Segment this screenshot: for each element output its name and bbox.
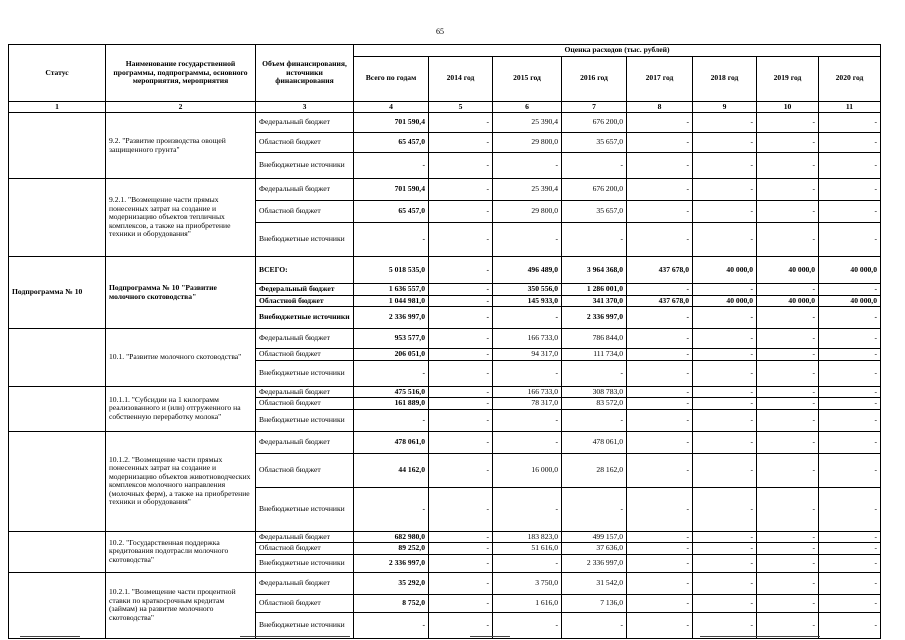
year-value-cell: - <box>757 531 819 543</box>
total-cell: - <box>354 612 429 638</box>
year-value-cell: - <box>693 284 757 296</box>
budget-table <box>8 44 881 639</box>
year-value-cell: - <box>693 349 757 361</box>
year-value-cell: 29 800,0 <box>493 201 562 223</box>
total-cell: - <box>354 409 429 431</box>
page-number: 65 <box>436 27 444 36</box>
year-value-cell: - <box>693 409 757 431</box>
year-value-cell: - <box>493 431 562 453</box>
year-value-cell: - <box>757 179 819 201</box>
funding-source-cell: Внебюджетные источники <box>256 612 354 638</box>
year-value-cell: - <box>429 349 493 361</box>
year-value-cell: 40 000,0 <box>693 257 757 284</box>
funding-source-cell: Областной бюджет <box>256 398 354 410</box>
header-total: Всего по годам <box>354 56 429 101</box>
year-value-cell: 31 542,0 <box>562 572 627 594</box>
header-row-top <box>9 45 881 57</box>
year-value-cell: - <box>693 386 757 398</box>
table-row <box>9 179 881 201</box>
year-value-cell: - <box>819 133 881 153</box>
year-value-cell: 40 000,0 <box>693 295 757 307</box>
column-number: 10 <box>757 101 819 113</box>
total-cell: 953 577,0 <box>354 329 429 349</box>
year-value-cell: - <box>627 453 693 487</box>
year-value-cell: - <box>627 284 693 296</box>
year-value-cell: 499 157,0 <box>562 531 627 543</box>
total-cell: 1 636 557,0 <box>354 284 429 296</box>
funding-source-cell: ВСЕГО: <box>256 257 354 284</box>
year-value-cell: - <box>819 223 881 257</box>
status-cell <box>9 531 106 572</box>
total-cell: 65 457,0 <box>354 201 429 223</box>
header-estimate: Оценка расходов (тыс. рублей) <box>354 45 881 57</box>
year-value-cell: 676 200,0 <box>562 179 627 201</box>
funding-source-cell: Федеральный бюджет <box>256 179 354 201</box>
status-cell <box>9 329 106 387</box>
year-value-cell: - <box>757 329 819 349</box>
header-volume: Объем финансирования, источники финансирования <box>256 45 354 102</box>
year-value-cell: - <box>429 113 493 133</box>
year-value-cell: - <box>819 409 881 431</box>
column-number: 11 <box>819 101 881 113</box>
year-value-cell: - <box>693 487 757 531</box>
year-value-cell: 2 336 997,0 <box>562 554 627 572</box>
total-cell: 89 252,0 <box>354 543 429 555</box>
year-value-cell: - <box>627 531 693 543</box>
measure-name-cell: Подпрограмма № 10 "Развитие молочного скотоводства" <box>106 257 256 329</box>
year-value-cell: - <box>493 612 562 638</box>
funding-source-cell: Областной бюджет <box>256 594 354 612</box>
year-value-cell: - <box>429 554 493 572</box>
year-value-cell: - <box>819 349 881 361</box>
year-value-cell: 29 800,0 <box>493 133 562 153</box>
year-value-cell: 40 000,0 <box>757 295 819 307</box>
year-value-cell: - <box>819 487 881 531</box>
table-row <box>9 572 881 594</box>
year-value-cell: - <box>562 612 627 638</box>
year-value-cell: 51 616,0 <box>493 543 562 555</box>
year-value-cell: - <box>627 398 693 410</box>
year-value-cell: 478 061,0 <box>562 431 627 453</box>
year-value-cell: 3 964 368,0 <box>562 257 627 284</box>
status-cell <box>9 431 106 531</box>
year-value-cell: - <box>429 179 493 201</box>
year-value-cell: - <box>757 113 819 133</box>
funding-source-cell: Федеральный бюджет <box>256 113 354 133</box>
header-year: 2019 год <box>757 56 819 101</box>
column-number: 5 <box>429 101 493 113</box>
year-value-cell: - <box>819 531 881 543</box>
year-value-cell: - <box>757 398 819 410</box>
year-value-cell: 308 783,0 <box>562 386 627 398</box>
year-value-cell: - <box>627 133 693 153</box>
measure-name-cell: 10.2.1. "Возмещение части процентной ставки по краткосрочным кредитам (займам) на развитие молочного скотоводства" <box>106 572 256 638</box>
status-cell <box>9 179 106 257</box>
year-value-cell: - <box>757 360 819 386</box>
year-value-cell: - <box>627 386 693 398</box>
year-value-cell: - <box>757 386 819 398</box>
total-cell: 2 336 997,0 <box>354 307 429 329</box>
year-value-cell: - <box>693 113 757 133</box>
year-value-cell: - <box>627 179 693 201</box>
year-value-cell: - <box>757 201 819 223</box>
total-cell: 206 051,0 <box>354 349 429 361</box>
year-value-cell: - <box>429 487 493 531</box>
year-value-cell: - <box>627 572 693 594</box>
header-year: 2016 год <box>562 56 627 101</box>
funding-source-cell: Областной бюджет <box>256 349 354 361</box>
year-value-cell: 40 000,0 <box>819 295 881 307</box>
year-value-cell: - <box>819 113 881 133</box>
year-value-cell: - <box>562 487 627 531</box>
year-value-cell: - <box>627 113 693 133</box>
year-value-cell: - <box>819 594 881 612</box>
year-value-cell: 496 489,0 <box>493 257 562 284</box>
year-value-cell: - <box>693 307 757 329</box>
year-value-cell: - <box>693 531 757 543</box>
year-value-cell: - <box>819 201 881 223</box>
year-value-cell: 25 390,4 <box>493 179 562 201</box>
year-value-cell: 40 000,0 <box>757 257 819 284</box>
year-value-cell: - <box>429 398 493 410</box>
year-value-cell: - <box>493 307 562 329</box>
funding-source-cell: Областной бюджет <box>256 133 354 153</box>
column-numbers-row <box>9 101 881 113</box>
year-value-cell: - <box>819 360 881 386</box>
year-value-cell: 437 678,0 <box>627 295 693 307</box>
column-number: 2 <box>106 101 256 113</box>
total-cell: 1 044 981,0 <box>354 295 429 307</box>
year-value-cell: 78 317,0 <box>493 398 562 410</box>
total-cell: 5 018 535,0 <box>354 257 429 284</box>
funding-source-cell: Внебюджетные источники <box>256 360 354 386</box>
header-year: 2017 год <box>627 56 693 101</box>
funding-source-cell: Федеральный бюджет <box>256 329 354 349</box>
year-value-cell: - <box>493 360 562 386</box>
year-value-cell: - <box>493 487 562 531</box>
header-year: 2014 год <box>429 56 493 101</box>
year-value-cell: 341 370,0 <box>562 295 627 307</box>
year-value-cell: - <box>429 409 493 431</box>
year-value-cell: - <box>757 453 819 487</box>
year-value-cell: - <box>429 453 493 487</box>
total-cell: 44 162,0 <box>354 453 429 487</box>
year-value-cell: - <box>693 201 757 223</box>
measure-name-cell: 9.2.1. "Возмещение части прямых понесенных затрат на создание и модернизацию объектов тепличных комплексов, а также на приобретение техники и оборудования" <box>106 179 256 257</box>
year-value-cell: 83 572,0 <box>562 398 627 410</box>
year-value-cell: - <box>819 284 881 296</box>
column-number: 6 <box>493 101 562 113</box>
year-value-cell: - <box>693 431 757 453</box>
year-value-cell: 25 390,4 <box>493 113 562 133</box>
measure-name-cell: 10.1.1. "Субсидии на 1 килограмм реализованного и (или) отгруженного на собственную переработку молока" <box>106 386 256 431</box>
total-cell: 8 752,0 <box>354 594 429 612</box>
year-value-cell: - <box>757 349 819 361</box>
funding-source-cell: Внебюджетные источники <box>256 409 354 431</box>
year-value-cell: 786 844,0 <box>562 329 627 349</box>
year-value-cell: - <box>627 360 693 386</box>
header-status: Статус <box>9 45 106 102</box>
year-value-cell: - <box>693 612 757 638</box>
scan-bottom-edge <box>0 634 905 640</box>
funding-source-cell: Внебюджетные источники <box>256 223 354 257</box>
year-value-cell: 145 933,0 <box>493 295 562 307</box>
total-cell: - <box>354 223 429 257</box>
year-value-cell: - <box>429 257 493 284</box>
header-year: 2018 год <box>693 56 757 101</box>
status-cell <box>9 113 106 179</box>
year-value-cell: - <box>627 349 693 361</box>
year-value-cell: - <box>429 284 493 296</box>
year-value-cell: - <box>429 329 493 349</box>
year-value-cell: 35 657,0 <box>562 201 627 223</box>
year-value-cell: - <box>819 179 881 201</box>
year-value-cell: - <box>757 409 819 431</box>
year-value-cell: - <box>429 386 493 398</box>
column-number: 7 <box>562 101 627 113</box>
year-value-cell: - <box>819 572 881 594</box>
header-year: 2020 год <box>819 56 881 101</box>
total-cell: 701 590,4 <box>354 113 429 133</box>
year-value-cell: - <box>757 223 819 257</box>
funding-source-cell: Федеральный бюджет <box>256 572 354 594</box>
total-cell: 475 516,0 <box>354 386 429 398</box>
year-value-cell: - <box>757 543 819 555</box>
total-cell: 478 061,0 <box>354 431 429 453</box>
year-value-cell: - <box>429 360 493 386</box>
year-value-cell: - <box>429 201 493 223</box>
year-value-cell: - <box>819 329 881 349</box>
year-value-cell: - <box>429 543 493 555</box>
total-cell: - <box>354 487 429 531</box>
year-value-cell: - <box>429 572 493 594</box>
year-value-cell: 1 286 001,0 <box>562 284 627 296</box>
column-number: 4 <box>354 101 429 113</box>
table-row <box>9 386 881 398</box>
column-number: 9 <box>693 101 757 113</box>
funding-source-cell: Областной бюджет <box>256 295 354 307</box>
year-value-cell: 166 733,0 <box>493 386 562 398</box>
header-name: Наименование государственной программы, подпрограммы, основного мероприятия, мероприятия <box>106 45 256 102</box>
year-value-cell: - <box>693 179 757 201</box>
header-year: 2015 год <box>493 56 562 101</box>
status-cell <box>9 386 106 431</box>
year-value-cell: 7 136,0 <box>562 594 627 612</box>
table-row <box>9 113 881 133</box>
year-value-cell: - <box>627 153 693 179</box>
year-value-cell: - <box>819 431 881 453</box>
year-value-cell: - <box>429 153 493 179</box>
year-value-cell: - <box>819 386 881 398</box>
year-value-cell: 166 733,0 <box>493 329 562 349</box>
funding-source-cell: Областной бюджет <box>256 453 354 487</box>
measure-name-cell: 10.1. "Развитие молочного скотоводства" <box>106 329 256 387</box>
year-value-cell: - <box>819 554 881 572</box>
year-value-cell: - <box>429 431 493 453</box>
year-value-cell: - <box>819 153 881 179</box>
year-value-cell: - <box>429 612 493 638</box>
total-cell: 65 457,0 <box>354 133 429 153</box>
year-value-cell: - <box>693 453 757 487</box>
total-cell: 161 889,0 <box>354 398 429 410</box>
funding-source-cell: Федеральный бюджет <box>256 284 354 296</box>
funding-source-cell: Федеральный бюджет <box>256 386 354 398</box>
year-value-cell: - <box>627 307 693 329</box>
year-value-cell: - <box>819 453 881 487</box>
status-cell: Подпрограмма № 10 <box>9 257 106 329</box>
year-value-cell: - <box>757 572 819 594</box>
year-value-cell: - <box>693 153 757 179</box>
year-value-cell: - <box>493 554 562 572</box>
total-cell: - <box>354 153 429 179</box>
year-value-cell: - <box>493 153 562 179</box>
year-value-cell: - <box>429 307 493 329</box>
year-value-cell: - <box>757 554 819 572</box>
measure-name-cell: 10.2. "Государственная поддержка кредитования подотрасли молочного скотоводства" <box>106 531 256 572</box>
year-value-cell: 183 823,0 <box>493 531 562 543</box>
year-value-cell: - <box>429 223 493 257</box>
year-value-cell: - <box>819 543 881 555</box>
year-value-cell: - <box>693 554 757 572</box>
year-value-cell: 350 556,0 <box>493 284 562 296</box>
year-value-cell: - <box>493 223 562 257</box>
year-value-cell: - <box>562 360 627 386</box>
year-value-cell: - <box>693 572 757 594</box>
year-value-cell: 3 750,0 <box>493 572 562 594</box>
year-value-cell: 37 636,0 <box>562 543 627 555</box>
year-value-cell: 1 616,0 <box>493 594 562 612</box>
year-value-cell: - <box>757 133 819 153</box>
year-value-cell: - <box>627 431 693 453</box>
year-value-cell: 16 000,0 <box>493 453 562 487</box>
total-cell: - <box>354 360 429 386</box>
year-value-cell: - <box>757 612 819 638</box>
year-value-cell: - <box>429 594 493 612</box>
year-value-cell: - <box>493 409 562 431</box>
year-value-cell: - <box>627 594 693 612</box>
year-value-cell: - <box>693 543 757 555</box>
funding-source-cell: Федеральный бюджет <box>256 431 354 453</box>
funding-source-cell: Областной бюджет <box>256 543 354 555</box>
funding-source-cell: Внебюджетные источники <box>256 554 354 572</box>
year-value-cell: 2 336 997,0 <box>562 307 627 329</box>
year-value-cell: 35 657,0 <box>562 133 627 153</box>
year-value-cell: - <box>757 153 819 179</box>
funding-source-cell: Внебюджетные источники <box>256 307 354 329</box>
year-value-cell: - <box>627 612 693 638</box>
year-value-cell: - <box>757 594 819 612</box>
year-value-cell: - <box>627 543 693 555</box>
year-value-cell: 40 000,0 <box>819 257 881 284</box>
year-value-cell: - <box>627 223 693 257</box>
year-value-cell: - <box>627 329 693 349</box>
total-cell: 682 980,0 <box>354 531 429 543</box>
year-value-cell: - <box>429 295 493 307</box>
year-value-cell: 94 317,0 <box>493 349 562 361</box>
budget-table-body <box>9 45 881 639</box>
year-value-cell: - <box>693 360 757 386</box>
funding-source-cell: Внебюджетные источники <box>256 487 354 531</box>
year-value-cell: 437 678,0 <box>627 257 693 284</box>
total-cell: 2 336 997,0 <box>354 554 429 572</box>
table-row <box>9 531 881 543</box>
year-value-cell: 676 200,0 <box>562 113 627 133</box>
year-value-cell: - <box>627 201 693 223</box>
year-value-cell: - <box>562 223 627 257</box>
year-value-cell: - <box>562 409 627 431</box>
table-row <box>9 329 881 349</box>
year-value-cell: - <box>429 531 493 543</box>
funding-source-cell: Федеральный бюджет <box>256 531 354 543</box>
year-value-cell: - <box>627 554 693 572</box>
year-value-cell: - <box>627 409 693 431</box>
column-number: 3 <box>256 101 354 113</box>
column-number: 8 <box>627 101 693 113</box>
measure-name-cell: 10.1.2. "Возмещение части прямых понесенных затрат на создание и модернизацию объектов животноводческих комплексов молочного направления (молочных ферм), а также на приобретение техники и оборудования" <box>106 431 256 531</box>
year-value-cell: - <box>757 284 819 296</box>
year-value-cell: 111 734,0 <box>562 349 627 361</box>
year-value-cell: - <box>819 398 881 410</box>
year-value-cell: - <box>562 153 627 179</box>
year-value-cell: - <box>693 398 757 410</box>
year-value-cell: - <box>693 133 757 153</box>
year-value-cell: - <box>693 594 757 612</box>
year-value-cell: - <box>819 612 881 638</box>
year-value-cell: - <box>757 487 819 531</box>
table-row <box>9 431 881 453</box>
funding-source-cell: Внебюджетные источники <box>256 153 354 179</box>
table-row <box>9 257 881 284</box>
year-value-cell: - <box>757 431 819 453</box>
year-value-cell: - <box>819 307 881 329</box>
year-value-cell: - <box>757 307 819 329</box>
year-value-cell: - <box>693 223 757 257</box>
year-value-cell: - <box>693 329 757 349</box>
year-value-cell: - <box>627 487 693 531</box>
year-value-cell: - <box>429 133 493 153</box>
column-number: 1 <box>9 101 106 113</box>
funding-source-cell: Областной бюджет <box>256 201 354 223</box>
total-cell: 35 292,0 <box>354 572 429 594</box>
status-cell <box>9 572 106 638</box>
total-cell: 701 590,4 <box>354 179 429 201</box>
measure-name-cell: 9.2. "Развитие производства овощей защищенного грунта" <box>106 113 256 179</box>
year-value-cell: 28 162,0 <box>562 453 627 487</box>
